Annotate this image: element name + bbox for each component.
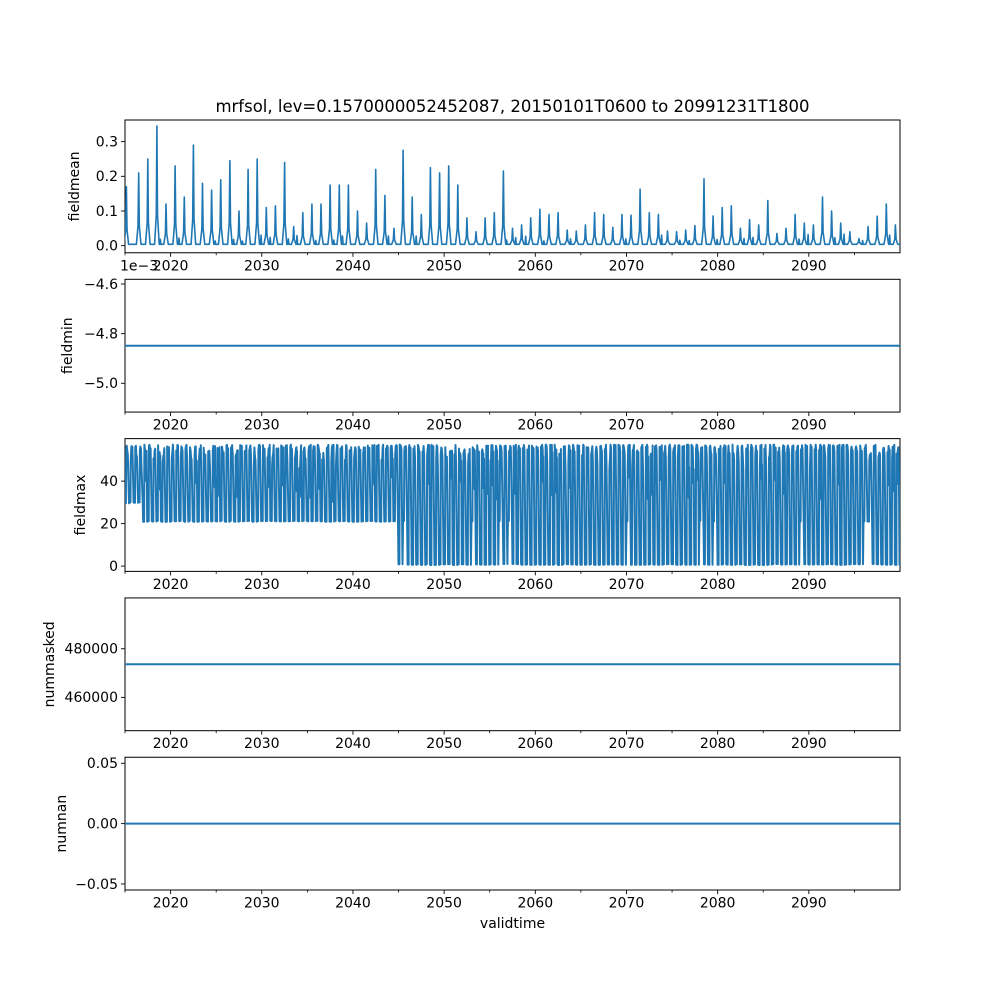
y-tick-label: 0.0 — [95, 238, 118, 255]
x-tick-label: 2060 — [517, 736, 554, 753]
y-tick-label: −4.8 — [84, 326, 118, 343]
x-tick-label: 2080 — [699, 736, 736, 753]
chart-title: mrfsol, lev=0.1570000052452087, 20150101T0600 to 20991231T1800 — [215, 97, 810, 116]
x-tick-label: 2050 — [426, 736, 462, 753]
x-tick-label: 2030 — [243, 736, 280, 753]
y-offset-text: 1e−3 — [120, 258, 159, 275]
x-tick-label: 2020 — [152, 895, 189, 912]
x-tick-label: 2040 — [335, 895, 371, 912]
x-tick-label: 2020 — [152, 736, 189, 753]
subplot-nummasked — [42, 598, 900, 752]
y-tick-label: 480000 — [64, 641, 118, 658]
x-tick-label: 2020 — [152, 417, 189, 434]
x-tick-label: 2060 — [517, 895, 554, 912]
x-tick-label: 2090 — [791, 736, 827, 753]
y-tick-label: 0 — [109, 558, 118, 575]
y-tick-label: −5.0 — [84, 376, 118, 393]
x-tick-label: 2040 — [335, 576, 371, 593]
x-tick-label: 2060 — [517, 417, 554, 434]
y-tick-label: 460000 — [64, 690, 118, 707]
y-tick-label: 40 — [100, 473, 118, 490]
x-tick-label: 2050 — [426, 258, 462, 275]
y-axis-label-nummasked: nummasked — [42, 621, 58, 708]
x-tick-label: 2070 — [608, 576, 645, 593]
x-tick-label: 2090 — [791, 576, 827, 593]
x-tick-label: 2030 — [243, 576, 280, 593]
y-tick-label: 20 — [100, 516, 118, 533]
subplot-fieldmean — [67, 120, 900, 274]
y-axis-label-numnan: numnan — [54, 794, 70, 853]
y-tick-label: 0.1 — [95, 203, 118, 220]
x-tick-label: 2050 — [426, 417, 462, 434]
y-tick-label: −0.05 — [75, 876, 118, 893]
y-axis-label-fieldmax: fieldmax — [73, 474, 89, 536]
x-tick-label: 2060 — [517, 258, 554, 275]
y-tick-label: 0.00 — [86, 816, 118, 833]
x-tick-label: 2080 — [699, 576, 736, 593]
y-tick-label: −4.6 — [84, 276, 118, 293]
y-axis-label-fieldmean: fieldmean — [67, 151, 83, 222]
subplot-numnan — [54, 756, 900, 911]
x-tick-label: 2070 — [608, 736, 645, 753]
y-axis-label-fieldmin: fieldmin — [60, 317, 76, 374]
x-tick-label: 2090 — [791, 895, 827, 912]
x-tick-label: 2070 — [608, 895, 645, 912]
x-tick-label: 2050 — [426, 576, 462, 593]
x-tick-label: 2020 — [152, 258, 189, 275]
y-tick-label: 0.3 — [95, 134, 118, 151]
x-tick-label: 2040 — [335, 417, 371, 434]
x-tick-label: 2030 — [243, 895, 280, 912]
y-tick-label: 0.05 — [86, 756, 118, 773]
x-tick-label: 2090 — [791, 258, 827, 275]
x-tick-label: 2080 — [699, 417, 736, 434]
x-tick-label: 2090 — [791, 417, 827, 434]
x-tick-label: 2070 — [608, 258, 645, 275]
x-tick-label: 2030 — [243, 258, 280, 275]
x-tick-label: 2040 — [335, 736, 371, 753]
x-tick-label: 2020 — [152, 576, 189, 593]
subplot-fieldmin — [60, 258, 900, 433]
x-tick-label: 2080 — [699, 895, 736, 912]
x-tick-label: 2060 — [517, 576, 554, 593]
x-tick-label: 2070 — [608, 417, 645, 434]
x-tick-label: 2040 — [335, 258, 371, 275]
x-tick-label: 2080 — [699, 258, 736, 275]
y-tick-label: 0.2 — [95, 169, 118, 186]
x-axis-label: validtime — [479, 916, 546, 932]
subplot-fieldmax — [73, 439, 900, 593]
x-tick-label: 2030 — [243, 417, 280, 434]
x-tick-label: 2050 — [426, 895, 462, 912]
